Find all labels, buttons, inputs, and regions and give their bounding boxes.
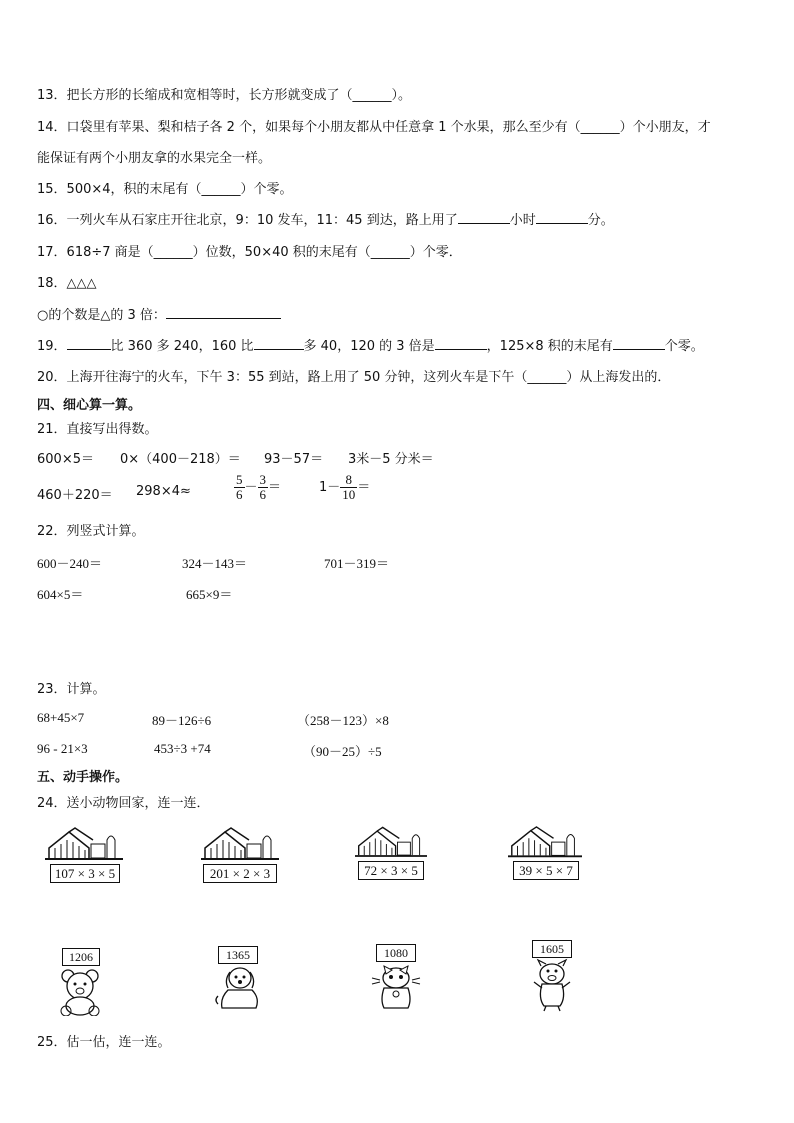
question-25: 25．估一估，连一连。 (37, 1035, 171, 1050)
question-22: 22．列竖式计算。 (37, 524, 145, 539)
q23-item: 96 - 21×3 (37, 741, 88, 756)
question-19-text-b: 比 360 多 240，160 比 (110, 339, 254, 354)
question-19-text-c: 多 40，120 的 3 倍是 (303, 339, 435, 354)
q21-fraction-item (319, 473, 370, 502)
question-18-line1: 18．△△△ (37, 276, 97, 291)
q23-item: 68+45×7 (37, 710, 85, 725)
question-18-line2 (37, 304, 281, 323)
equals: ＝ (357, 480, 371, 495)
animal-card[interactable] (370, 944, 426, 1014)
answer-blank[interactable] (254, 336, 304, 350)
house-card[interactable] (508, 824, 582, 884)
animal-card[interactable] (528, 940, 578, 1012)
animal-card[interactable] (212, 946, 268, 1014)
answer-blank[interactable] (166, 305, 281, 319)
q22-item: 665×9＝ (186, 587, 233, 602)
question-14-line1: 14．口袋里有苹果、梨和桔子各 2 个，如果每个小朋友都从中任意拿 1 个水果，那么至少有（______）个小朋友，才 (37, 120, 711, 135)
q23-item: 453÷3 +74 (154, 741, 211, 756)
q21-item: 3米－5 分米＝ (348, 452, 434, 467)
equals: ＝ (268, 480, 282, 495)
question-17: 17．618÷7 商是（______）位数，50×40 积的末尾有（______）个零． (37, 245, 462, 260)
question-14-line2: 能保证有两个小朋友拿的水果完全一样。 (37, 151, 272, 166)
question-16 (37, 209, 614, 228)
q21-item: 460＋220＝ (37, 488, 113, 503)
question-19-text-e: 个零。 (664, 339, 704, 354)
answer-blank[interactable] (67, 336, 111, 350)
house-icon (355, 824, 427, 864)
house-expression: 39 × 5 × 7 (513, 861, 579, 880)
question-13: 13．把长方形的长缩成和宽相等时，长方形就变成了（______）。 (37, 88, 412, 103)
pig-icon (528, 958, 576, 1012)
question-19-text-a: 19． (37, 339, 67, 354)
bear-icon (52, 966, 108, 1016)
question-16-text-c: 分。 (587, 213, 614, 228)
q22-item: 324－143＝ (182, 556, 248, 571)
question-24: 24．送小动物回家，连一连． (37, 796, 210, 811)
animal-number: 1080 (376, 944, 416, 962)
house-icon (200, 826, 280, 866)
answer-blank[interactable] (435, 336, 487, 350)
house-icon (508, 824, 582, 864)
section-4-heading: 四、细心算一算。 (37, 398, 142, 413)
section-5-heading: 五、动手操作。 (37, 770, 129, 785)
fraction: $\frac{5}{6}$ (236, 472, 243, 502)
q23-item: （90－25）÷5 (303, 744, 382, 759)
house-card[interactable] (355, 824, 427, 884)
q23-item: （258－123）×8 (297, 713, 389, 728)
question-18-text: ○的个数是△的 3 倍： (37, 308, 166, 323)
question-16-text-b: 小时 (509, 213, 536, 228)
house-expression: 72 × 3 × 5 (358, 861, 424, 880)
fraction: $\frac{3}{6}$ (259, 472, 267, 502)
question-15: 15．500×4，积的末尾有（______）个零。 (37, 182, 293, 197)
house-card[interactable] (45, 826, 123, 886)
house-card[interactable] (200, 826, 280, 886)
house-expression: 201 × 2 × 3 (203, 864, 277, 883)
animal-number: 1365 (218, 946, 258, 964)
dog-icon (212, 964, 266, 1012)
animal-number: 1605 (532, 940, 572, 958)
animal-number: 1206 (62, 948, 100, 966)
q23-item: 89－126÷6 (152, 713, 212, 728)
answer-blank[interactable] (536, 210, 588, 224)
q21-fraction-item (234, 473, 281, 502)
q21-item: 298×4≈ (136, 484, 191, 499)
q21-item: 93－57＝ (264, 452, 324, 467)
minuend: 1－ (319, 480, 341, 495)
q22-item: 600－240＝ (37, 556, 103, 571)
fraction: $\frac{8}{10}$ (342, 472, 356, 502)
cat-icon (370, 962, 422, 1012)
q21-item: 0×（400－218）＝ (120, 452, 241, 467)
operator: － (244, 480, 258, 495)
q21-item: 600×5＝ (37, 452, 94, 467)
question-19-text-d: ，125×8 积的末尾有 (486, 339, 613, 354)
answer-blank[interactable] (613, 336, 665, 350)
question-20: 20．上海开往海宁的火车，下午 3：55 到站，路上用了 50 分钟，这列火车是下午（______）从上海发出的． (37, 370, 671, 385)
question-23: 23．计算。 (37, 682, 106, 697)
house-expression: 107 × 3 × 5 (50, 864, 120, 883)
question-16-text-a: 16．一列火车从石家庄开往北京，9：10 发车，11：45 到达，路上用了 (37, 213, 458, 228)
q22-item: 604×5＝ (37, 587, 84, 602)
house-icon (45, 826, 123, 866)
answer-blank[interactable] (458, 210, 510, 224)
question-21: 21．直接写出得数。 (37, 422, 158, 437)
question-19 (37, 335, 704, 354)
q22-item: 701－319＝ (324, 556, 390, 571)
animal-card[interactable] (52, 948, 112, 1016)
